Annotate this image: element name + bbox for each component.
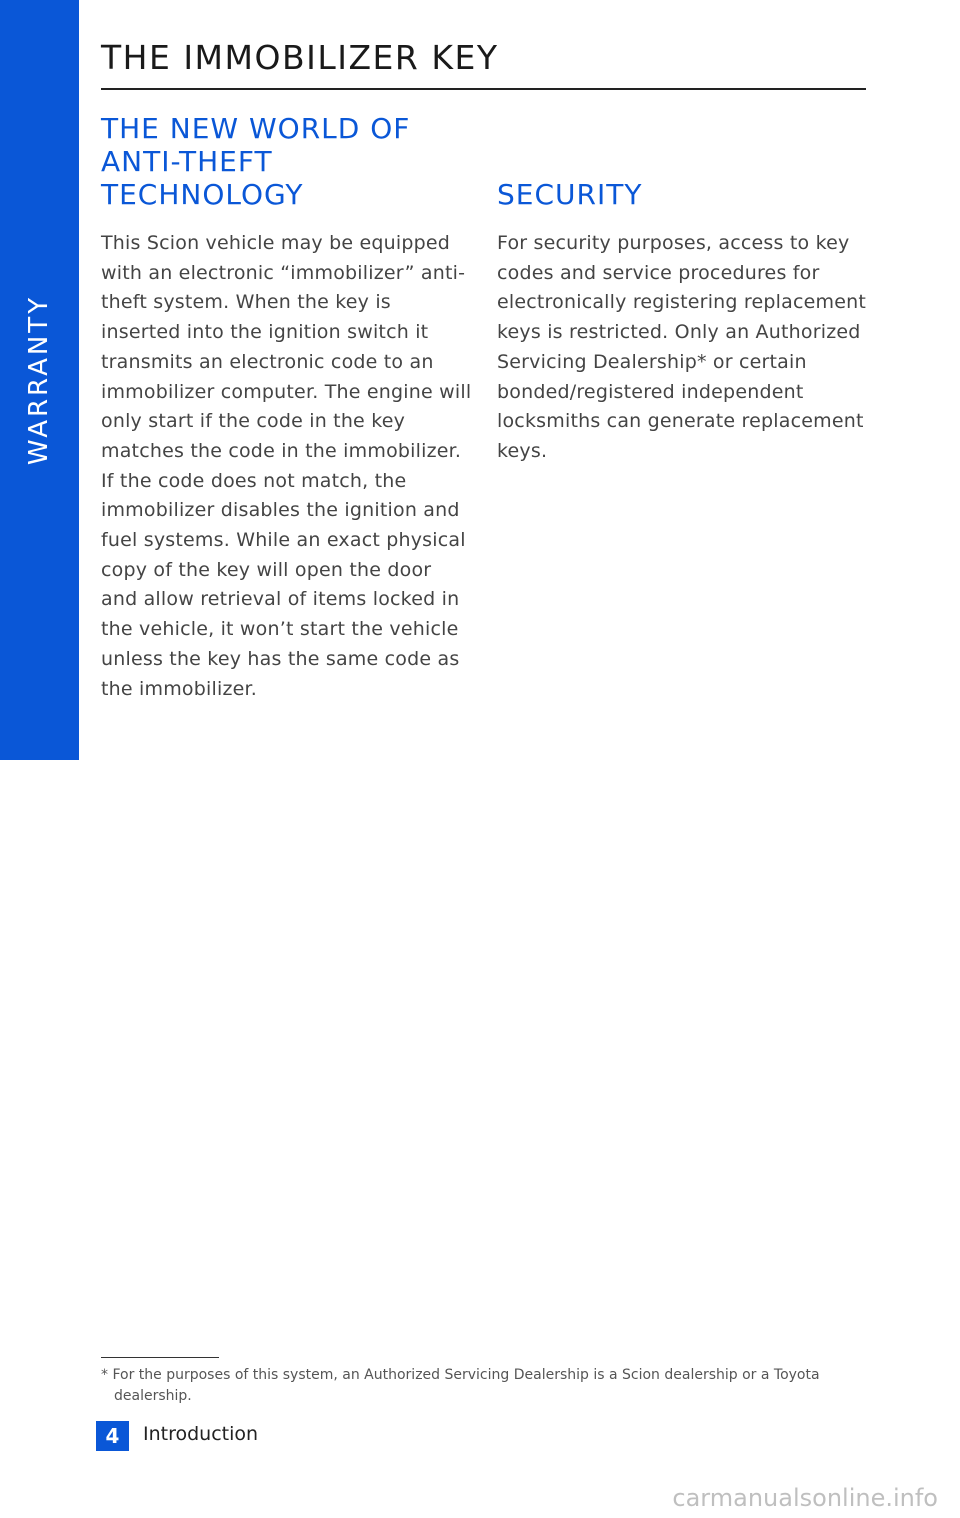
section-body-security: For security purposes, access to key codes and service procedures for electronically registering replacement keys is restricted. Only an Authorized Servicing Dealership* or certain bonded/registered independent locksmiths can generate replacement keys. xyxy=(497,232,867,462)
footer-section-name: Introduction xyxy=(143,1423,259,1445)
section-body-anti-theft: This Scion vehicle may be equipped with an electronic “immobilizer” anti-theft system. When the key is inserted into the ignition switch it transmits an electronic code to an immobilizer computer. The engine will only start if the code in the key matches the code in the immobilizer. If the code does not match, the immobilizer disables the ignition and fuel systems. While an exact physical copy of the key will open the door and allow retrieval of items locked in the vehicle, it won’t start the vehicle unless the key has the same code as the immobilizer. xyxy=(101,232,472,700)
section-heading-anti-theft: THE NEW WORLD OF ANTI-THEFT TECHNOLOGY xyxy=(101,112,411,211)
footnote: * For the purposes of this system, an Authorized Servicing Dealership is a Scion dealership or a Toyota dealership. xyxy=(101,1367,820,1404)
footnote-divider xyxy=(101,1357,219,1358)
section-security xyxy=(497,178,869,467)
side-tab-label: WARRANTY xyxy=(24,294,54,466)
section-anti-theft xyxy=(101,112,473,704)
section-heading-security: SECURITY xyxy=(497,178,643,211)
side-tab xyxy=(0,0,79,760)
watermark: carmanualsonline.info xyxy=(672,1484,938,1512)
page-number-badge: 4 xyxy=(96,1421,129,1451)
title-divider xyxy=(101,88,866,90)
page-title: THE IMMOBILIZER KEY xyxy=(101,38,499,77)
